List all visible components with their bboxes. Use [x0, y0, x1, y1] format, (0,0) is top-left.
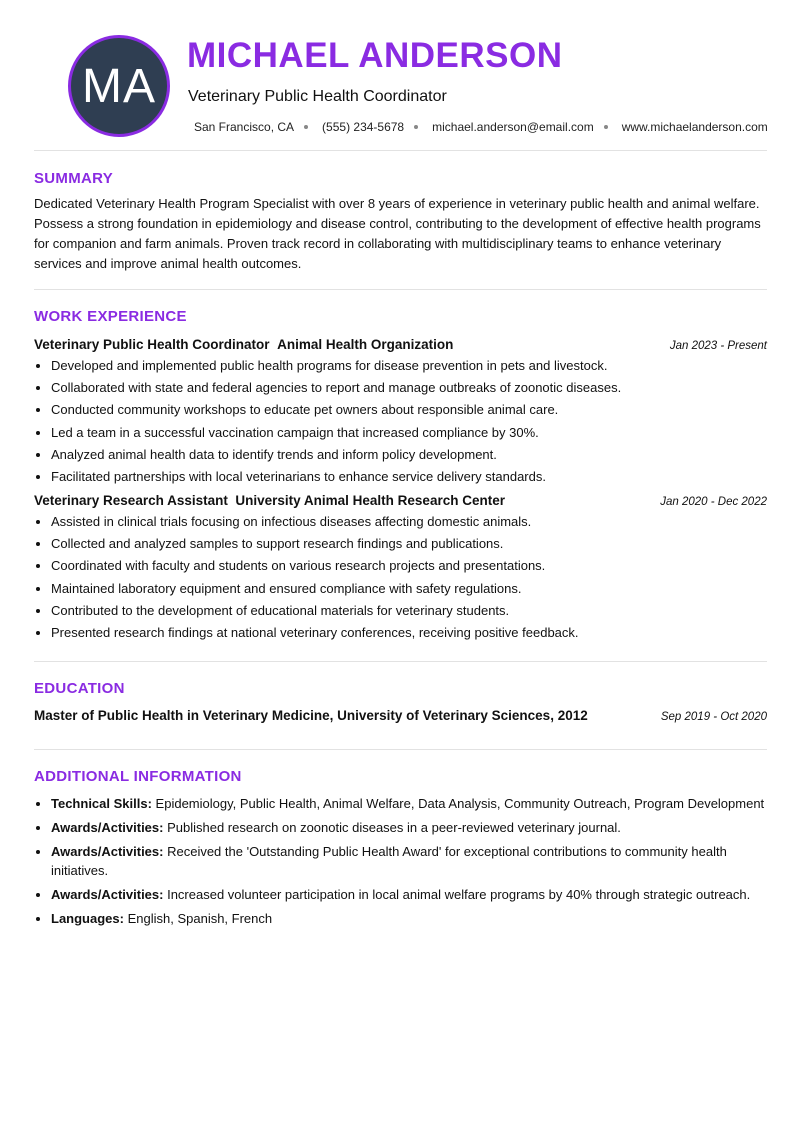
job-dates: Jan 2023 - Present: [669, 340, 767, 352]
section-heading: ADDITIONAL INFORMATION: [34, 767, 242, 785]
list-item: • Developed and implemented public health programs for disease prevention in pets and livestock.: [51, 358, 767, 374]
section-heading: SUMMARY: [34, 170, 114, 187]
education-section: [34, 680, 767, 723]
resume-body: [34, 170, 767, 933]
job-title: [34, 337, 453, 352]
contact-email[interactable]: michael.anderson@email.com: [432, 120, 594, 134]
item-text: Increased volunteer participation in local animal welfare programs by 40% through strategic outreach.: [167, 886, 751, 902]
list-item: • Coordinated with faculty and students on various research projects and presentations.: [51, 558, 767, 574]
item-text: Received the 'Outstanding Public Health Award' for exceptional contributions to community health initiatives.: [51, 843, 727, 878]
item-label: Awards/Activities:: [51, 843, 164, 859]
list-item: • Presented research findings at national veterinary conferences, receiving positive feedback.: [51, 625, 767, 641]
section-heading: EDUCATION: [34, 679, 125, 697]
job-dates: Jan 2020 - Dec 2022: [660, 495, 767, 508]
education-entry: [34, 708, 767, 723]
list-item: • Conducted community workshops to educate pet owners about responsible animal care.: [51, 402, 767, 418]
additional-list: [34, 794, 767, 928]
job-header: [34, 493, 767, 508]
item-text: Published research on zoonotic diseases in a peer-reviewed veterinary journal.: [167, 819, 621, 835]
job-bullets: [34, 358, 767, 485]
summary-text: Dedicated Veterinary Health Program Specialist with over 8 years of experience in veterinary public health and animal welfare. Possess a strong foundation in epidemiology and disease control, contributing to the development of effective health programs for companion and farm animals. Proven track record in collaborating with multidisciplinary teams to enhance veterinary services and improve animal health outcomes.: [34, 196, 761, 271]
contact-location: San Francisco, CA: [194, 120, 295, 134]
education-dates: Sep 2019 - Oct 2020: [660, 710, 767, 723]
additional-section: [34, 768, 767, 928]
resume-header: [34, 0, 767, 150]
experience-section: [34, 308, 767, 641]
job-bullets: [34, 514, 767, 641]
list-item: [51, 794, 767, 813]
list-item: • Led a team in a successful vaccination campaign that increased compliance by 30%.: [51, 425, 767, 441]
job-entry: [34, 337, 767, 485]
divider: [34, 749, 767, 750]
job-title: [34, 493, 505, 508]
contact-website[interactable]: www.michaelanderson.com: [621, 120, 768, 134]
item-label: Technical Skills:: [51, 795, 152, 811]
list-item: • Collaborated with state and federal agencies to report and manage outbreaks of zoonotic diseases.: [51, 380, 767, 396]
job-org: University Animal Health Research Center: [235, 492, 505, 508]
list-item: • Collected and analyzed samples to support research findings and publications.: [51, 536, 767, 552]
item-label: Awards/Activities:: [51, 886, 164, 902]
item-label: Languages:: [51, 910, 124, 926]
contact-info: [194, 120, 768, 134]
job-org: Animal Health Organization: [277, 337, 454, 352]
candidate-title: Veterinary Public Health Coordinator: [188, 88, 447, 105]
item-text: Epidemiology, Public Health, Animal Welfare, Data Analysis, Community Outreach, Program Development: [155, 795, 765, 811]
list-item: [51, 842, 767, 880]
job-role: Veterinary Public Health Coordinator: [34, 337, 270, 352]
list-item: [51, 885, 767, 904]
job-entry: [34, 493, 767, 641]
section-heading: WORK EXPERIENCE: [34, 308, 187, 325]
dot-separator-icon: [304, 125, 308, 129]
summary-section: [34, 170, 767, 274]
list-item: • Analyzed animal health data to identify trends and inform policy development.: [51, 447, 767, 463]
job-header: [34, 337, 767, 352]
divider: [34, 289, 767, 290]
avatar: MA: [68, 35, 170, 137]
item-label: Awards/Activities:: [51, 819, 164, 835]
divider: [34, 661, 767, 662]
list-item: [51, 818, 767, 837]
list-item: • Maintained laboratory equipment and ensured compliance with safety regulations.: [51, 581, 767, 597]
list-item: • Contributed to the development of educational materials for veterinary students.: [51, 603, 767, 619]
list-item: [51, 909, 767, 928]
list-item: • Assisted in clinical trials focusing on infectious diseases affecting domestic animals.: [51, 514, 767, 530]
job-role: Veterinary Research Assistant: [34, 492, 228, 508]
dot-separator-icon: [604, 125, 608, 129]
degree: Master of Public Health in Veterinary Medicine, University of Veterinary Sciences, 2012: [34, 707, 588, 723]
item-text: English, Spanish, French: [127, 910, 273, 926]
list-item: • Facilitated partnerships with local veterinarians to enhance service delivery standards.: [51, 469, 767, 485]
contact-phone: (555) 234-5678: [322, 120, 405, 134]
candidate-name: MICHAEL ANDERSON: [187, 36, 563, 75]
dot-separator-icon: [414, 125, 418, 129]
divider: [34, 150, 767, 151]
